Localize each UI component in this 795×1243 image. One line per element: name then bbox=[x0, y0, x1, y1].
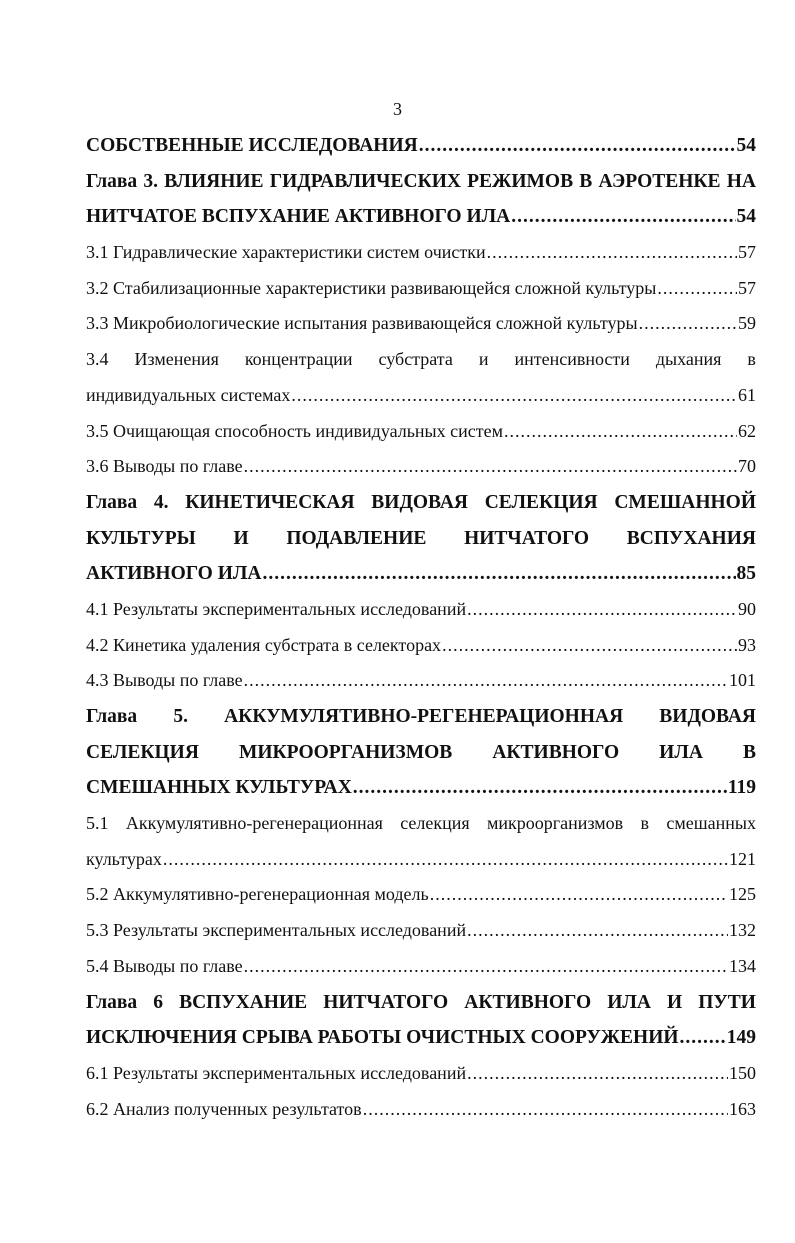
toc-word: в bbox=[640, 813, 650, 834]
toc-word: ВЛИЯНИЕ bbox=[164, 170, 264, 192]
toc-word: И bbox=[233, 527, 249, 549]
toc-word: дыхания bbox=[655, 349, 722, 370]
toc-page-number: 59 bbox=[738, 313, 756, 334]
toc-word: РЕЖИМОВ bbox=[467, 170, 574, 192]
toc-word: Изменения bbox=[134, 349, 219, 370]
toc-line bbox=[86, 985, 756, 1021]
toc-word: 3. bbox=[143, 170, 158, 192]
toc-entry-title: 5.2 Аккумулятивно-регенерационная модель bbox=[86, 884, 429, 905]
toc-leader-dots bbox=[244, 949, 728, 985]
toc-leader-dots bbox=[244, 663, 728, 699]
toc-entry-title: 4.2 Кинетика удаления субстрата в селекторах bbox=[86, 634, 442, 655]
toc-word: Аккумулятивно-регенерационная bbox=[125, 813, 383, 834]
toc-word: 4. bbox=[153, 491, 169, 513]
toc-word: ПОДАВЛЕНИЕ bbox=[286, 527, 427, 549]
toc-word: КУЛЬТУРЫ bbox=[86, 527, 196, 549]
toc-entry-title: АКТИВНОГО ИЛА bbox=[86, 563, 262, 585]
toc-word: 3.4 bbox=[86, 349, 109, 370]
toc-entry-title: 3.5 Очищающая способность индивидуальных систем bbox=[86, 420, 504, 441]
toc-word: в bbox=[747, 349, 756, 370]
toc-leader-dots bbox=[680, 1020, 726, 1056]
toc-word: АККУМУЛЯТИВНО-РЕГЕНЕРАЦИОННАЯ bbox=[224, 706, 624, 727]
toc-word: Глава bbox=[86, 991, 138, 1013]
toc-word: СМЕШАННОЙ bbox=[614, 491, 756, 513]
toc-entry-title: 5.4 Выводы по главе bbox=[86, 955, 243, 976]
toc-word: МИКРООРГАНИЗМОВ bbox=[238, 741, 453, 763]
toc-page-number: 57 bbox=[738, 277, 756, 298]
toc-word: Глава bbox=[86, 706, 138, 727]
toc-page-number: 93 bbox=[738, 634, 756, 655]
toc-page-number: 150 bbox=[729, 1062, 756, 1083]
toc-leader-dots bbox=[657, 271, 737, 307]
toc-page-number: 149 bbox=[726, 1027, 756, 1049]
toc-entry-title: 3.1 Гидравлические характеристики систем очистки bbox=[86, 242, 486, 263]
toc-line bbox=[86, 735, 756, 771]
toc-line bbox=[86, 1056, 756, 1092]
toc-leader-dots bbox=[504, 414, 737, 450]
toc-word: интенсивности bbox=[514, 349, 630, 370]
toc-line bbox=[86, 164, 756, 200]
toc-entry-title: 3.2 Стабилизационные характеристики развивающейся сложной культуры bbox=[86, 277, 657, 298]
toc-line bbox=[86, 842, 756, 878]
toc-page-number: 62 bbox=[738, 420, 756, 441]
toc-entry-title: 4.1 Результаты экспериментальных исследований bbox=[86, 598, 467, 619]
toc-word: НИТЧАТОГО bbox=[464, 527, 590, 549]
toc-leader-dots bbox=[467, 1056, 728, 1092]
toc-line bbox=[86, 877, 756, 913]
toc-leader-dots bbox=[353, 770, 727, 806]
toc-word: В bbox=[742, 741, 756, 763]
toc-line bbox=[86, 271, 756, 307]
toc-line bbox=[86, 913, 756, 949]
toc-line bbox=[86, 663, 756, 699]
toc-page-number: 121 bbox=[729, 848, 756, 869]
toc-line bbox=[86, 628, 756, 664]
toc-leader-dots bbox=[291, 378, 737, 414]
toc-leader-dots bbox=[442, 628, 737, 664]
toc-entry-title: НИТЧАТОЕ ВСПУХАНИЕ АКТИВНОГО ИЛА bbox=[86, 206, 511, 228]
toc-word: КИНЕТИЧЕСКАЯ bbox=[185, 491, 355, 513]
toc-word: ВИДОВАЯ bbox=[371, 491, 468, 513]
toc-line bbox=[86, 592, 756, 628]
toc-word: ВСПУХАНИЕ bbox=[179, 991, 308, 1013]
toc-line bbox=[86, 806, 756, 842]
toc-entry-title: 6.1 Результаты экспериментальных исследований bbox=[86, 1062, 467, 1083]
table-of-contents bbox=[86, 128, 756, 1127]
toc-line bbox=[86, 235, 756, 271]
toc-word: ГИДРАВЛИЧЕСКИХ bbox=[269, 170, 461, 192]
toc-leader-dots bbox=[467, 913, 728, 949]
toc-entry-title: культурах bbox=[86, 848, 162, 869]
toc-leader-dots bbox=[163, 842, 728, 878]
toc-word: ВСПУХАНИЯ bbox=[626, 527, 756, 549]
toc-entry-title: индивидуальных системах bbox=[86, 384, 291, 405]
toc-entry-title: ИСКЛЮЧЕНИЯ СРЫВА РАБОТЫ ОЧИСТНЫХ СООРУЖЕНИЙ bbox=[86, 1027, 679, 1049]
toc-page-number: 132 bbox=[729, 920, 756, 941]
toc-leader-dots bbox=[487, 235, 737, 271]
toc-page-number: 125 bbox=[729, 884, 756, 905]
toc-word: 5.1 bbox=[86, 813, 109, 834]
toc-word: и bbox=[478, 349, 489, 370]
toc-leader-dots bbox=[244, 449, 737, 485]
toc-page-number: 85 bbox=[736, 563, 756, 585]
toc-line bbox=[86, 521, 756, 557]
toc-word: ПУТИ bbox=[698, 991, 756, 1013]
toc-line bbox=[86, 306, 756, 342]
toc-word: АКТИВНОГО bbox=[492, 741, 620, 763]
toc-leader-dots bbox=[430, 877, 728, 913]
toc-line bbox=[86, 199, 756, 235]
toc-leader-dots bbox=[262, 556, 735, 592]
toc-line bbox=[86, 770, 756, 806]
toc-word: селекция bbox=[400, 813, 470, 834]
page-number: 3 bbox=[393, 99, 402, 119]
toc-leader-dots bbox=[363, 1092, 728, 1128]
toc-word: ВИДОВАЯ bbox=[659, 706, 756, 727]
toc-line bbox=[86, 378, 756, 414]
toc-leader-dots bbox=[419, 128, 736, 164]
toc-leader-dots bbox=[467, 592, 737, 628]
toc-entry-title: 4.3 Выводы по главе bbox=[86, 670, 243, 691]
toc-word: смешанных bbox=[666, 813, 756, 834]
toc-line bbox=[86, 699, 756, 735]
toc-word: СЕЛЕКЦИЯ bbox=[86, 741, 199, 763]
toc-page-number: 54 bbox=[736, 135, 756, 156]
toc-word: концентрации bbox=[244, 349, 353, 370]
toc-entry-title: СОБСТВЕННЫЕ ИССЛЕДОВАНИЯ bbox=[86, 135, 418, 156]
toc-line bbox=[86, 342, 756, 378]
toc-page-number: 54 bbox=[736, 206, 756, 228]
toc-word: субстрата bbox=[378, 349, 453, 370]
toc-page-number: 57 bbox=[738, 242, 756, 263]
toc-page-number: 134 bbox=[729, 955, 756, 976]
toc-line bbox=[86, 449, 756, 485]
toc-word: И bbox=[667, 991, 683, 1013]
toc-line bbox=[86, 949, 756, 985]
toc-entry-title: СМЕШАННЫХ КУЛЬТУРАХ bbox=[86, 777, 352, 799]
toc-word: АЭРОТЕНКЕ bbox=[598, 170, 721, 192]
toc-entry-title: 6.2 Анализ полученных результатов bbox=[86, 1098, 362, 1119]
toc-entry-title: 3.6 Выводы по главе bbox=[86, 456, 243, 477]
toc-leader-dots bbox=[639, 306, 737, 342]
toc-line bbox=[86, 485, 756, 521]
toc-page-number: 90 bbox=[738, 598, 756, 619]
toc-page-number: 163 bbox=[729, 1098, 756, 1119]
toc-word: Глава bbox=[86, 170, 138, 192]
toc-word: Глава bbox=[86, 491, 138, 513]
toc-word: СЕЛЕКЦИЯ bbox=[484, 491, 598, 513]
toc-page-number: 101 bbox=[729, 670, 756, 691]
toc-line bbox=[86, 128, 756, 164]
toc-word: ИЛА bbox=[607, 991, 651, 1013]
toc-line bbox=[86, 1092, 756, 1128]
toc-word: микроорганизмов bbox=[487, 813, 624, 834]
toc-entry-title: 5.3 Результаты экспериментальных исследований bbox=[86, 920, 467, 941]
toc-word: 5. bbox=[173, 706, 188, 727]
toc-word: В bbox=[579, 170, 593, 192]
toc-word: ИЛА bbox=[659, 741, 703, 763]
toc-word: 6 bbox=[153, 991, 163, 1013]
toc-word: АКТИВНОГО bbox=[464, 991, 592, 1013]
toc-word: НИТЧАТОГО bbox=[323, 991, 449, 1013]
toc-page-number: 119 bbox=[727, 777, 756, 799]
toc-entry-title: 3.3 Микробиологические испытания развивающейся сложной культуры bbox=[86, 313, 638, 334]
toc-line bbox=[86, 1020, 756, 1056]
toc-leader-dots bbox=[511, 199, 735, 235]
toc-line bbox=[86, 556, 756, 592]
toc-word: НА bbox=[726, 170, 756, 192]
toc-page-number: 61 bbox=[738, 384, 756, 405]
toc-page-number: 70 bbox=[738, 456, 756, 477]
toc-line bbox=[86, 414, 756, 450]
